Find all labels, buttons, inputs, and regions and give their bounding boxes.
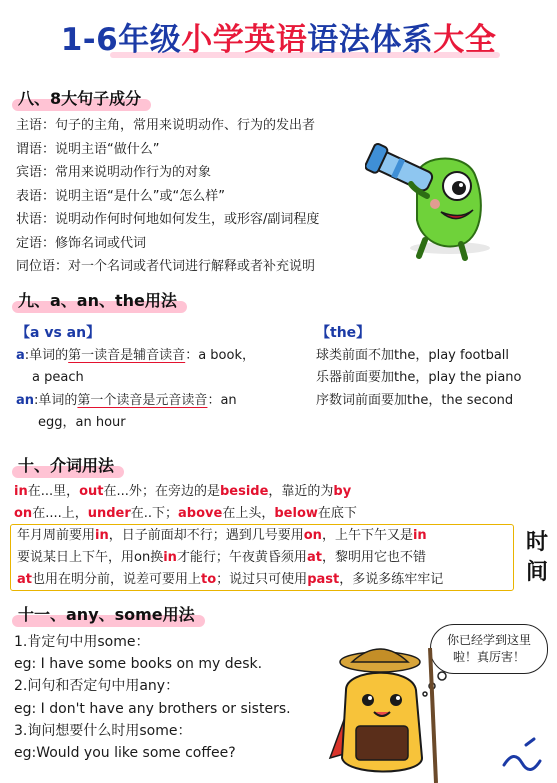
time-rule-line2: 要说某日上下午，用on换in才能行；午夜黄昏须用at，黎明用它也不错 (17, 550, 426, 565)
list-item: 状语：说明动作何时何地如何发生，或形容/副词程度 (16, 212, 320, 227)
a-rule-example: a peach (32, 370, 84, 385)
list-item: 宾语：常用来说明动作行为的对象 (16, 165, 212, 180)
list-item: 球类前面不加the，play football (316, 347, 510, 363)
title-part-grammar: 语法体系 (307, 22, 434, 58)
preposition-place-rules (14, 481, 514, 525)
telescope-mascot-icon (365, 140, 515, 265)
list-item: 2.问句和否定句中用any： (14, 678, 180, 695)
any-some-rules (14, 631, 334, 764)
list-item: 乐器前面要加the，play the piano (316, 370, 522, 385)
list-item: 1.肯定句中用some： (14, 634, 150, 650)
list-item: 谓语：说明主语“做什么” (16, 141, 160, 157)
bubble-line2: 啦！真厉害！ (452, 650, 525, 664)
list-item: 3.询问想要什么时用some： (14, 722, 192, 739)
time-preposition-box (10, 524, 514, 591)
list-item: eg: I have some books on my desk. (14, 656, 263, 673)
the-box (316, 322, 552, 412)
list-item: 定语：修饰名词或代词 (16, 235, 147, 251)
place-rule-line2: on在....上，under在..下；above在上头，below在底下 (14, 506, 357, 521)
section9-heading: 九、a、an、the用法 (12, 288, 187, 310)
a-vs-an-box (16, 322, 301, 435)
time-rule-line3: at也用在明分前，说差可要用上to；说过只可使用past，多说多练牢牢记 (17, 572, 444, 587)
an-rule-example: egg，an hour (38, 415, 126, 430)
list-item: 主语：句子的主角，常用来说明动作、行为的发出者 (16, 118, 316, 133)
time-label: 时间 (525, 530, 548, 585)
place-rule-line1: in在...里，out在...外；在旁边的是beside，靠近的为by (14, 484, 352, 499)
title-part-english: 小学英语 (181, 22, 308, 58)
title-part-complete: 大全 (433, 22, 497, 58)
section10-heading: 十、介词用法 (12, 453, 124, 475)
wave-decoration-icon (500, 735, 550, 775)
title-part-grade: 1-6年级 (60, 22, 182, 58)
list-item: 同位语：对一个名词或者代词进行解释或者补充说明 (16, 259, 316, 274)
scholar-mascot-icon (312, 638, 452, 783)
a-rule: a:单词的第一读音是辅音读音：a book， (16, 347, 255, 363)
time-rule-line1: 年月周前要用in，日子前面却不行；遇到几号要用on，上午下午又是in (17, 528, 427, 543)
list-item: 表语：说明主语“是什么”或“怎么样” (16, 188, 225, 204)
section8-heading: 八、8大句子成分 (12, 86, 151, 108)
bubble-line1: 你已经学到这里 (446, 633, 531, 647)
page-title (0, 14, 557, 59)
section11-heading: 十一、any、some用法 (12, 602, 205, 624)
list-item: eg: I don't have any brothers or sisters. (14, 700, 291, 717)
a-vs-an-title: 【a vs an】 (16, 325, 101, 341)
an-rule: an:单词的第一个读音是元音读音：an (16, 392, 237, 408)
sentence-components-list (16, 114, 376, 279)
list-item: 序数词前面要加the，the second (316, 392, 514, 408)
list-item: eg:Would you like some coffee? (14, 745, 236, 762)
the-title: 【the】 (316, 325, 371, 341)
